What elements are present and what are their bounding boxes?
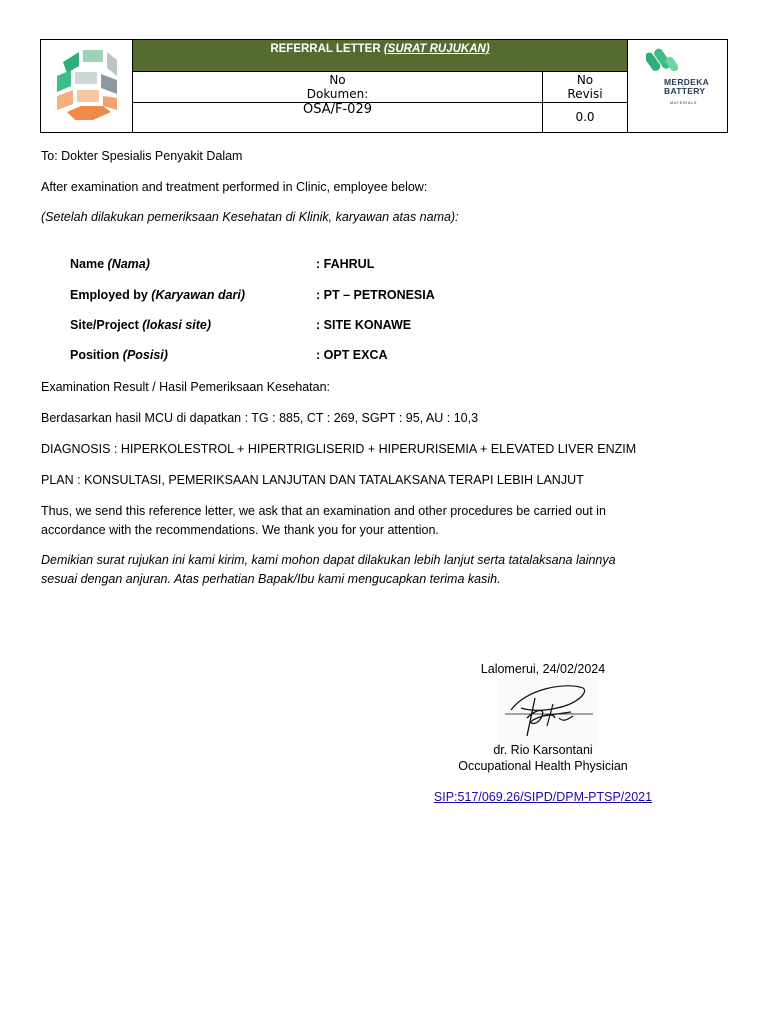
handwritten-signature bbox=[497, 678, 597, 750]
merdeka-battery-logo bbox=[627, 40, 727, 132]
plan: PLAN : KONSULTASI, PEMERIKSAAN LANJUTAN DAN TATALAKSANA TERAPI LEBIH LANJUT bbox=[41, 473, 584, 487]
field-label-site: Site/Project (lokasi site) bbox=[70, 318, 212, 332]
intro-indonesian: (Setelah dilakukan pemeriksaan Kesehatan di Klinik, karyawan atas nama): bbox=[41, 210, 459, 224]
document-header bbox=[40, 39, 728, 133]
closing-indonesian-1: Demikian surat rujukan ini kami kirim, kami mohon dapat dilakukan lebih lanjut serta tatalaksana lainnya bbox=[41, 553, 616, 567]
company-logo-left bbox=[41, 40, 133, 132]
doc-number-label bbox=[133, 72, 543, 103]
doc-number-label-text: No Dokumen: bbox=[306, 73, 369, 101]
recipient-line: To: Dokter Spesialis Penyakit Dalam bbox=[41, 149, 243, 163]
revision-value: 0.0 bbox=[575, 110, 595, 124]
field-value-site: : SITE KONAWE bbox=[316, 318, 412, 332]
diagnosis: DIAGNOSIS : HIPERKOLESTROL + HIPERTRIGLISERID + HIPERURISEMIA + ELEVATED LIVER ENZIM bbox=[41, 442, 637, 456]
intro-english: After examination and treatment performed in Clinic, employee below: bbox=[41, 180, 428, 194]
mcu-results: Berdasarkan hasil MCU di dapatkan : TG : 885, CT : 269, SGPT : 95, AU : 10,3 bbox=[41, 411, 479, 425]
physician-name: dr. Rio Karsontani bbox=[493, 743, 593, 757]
field-value-name: : FAHRUL bbox=[316, 257, 375, 271]
license-link[interactable] bbox=[423, 790, 663, 804]
field-label-position: Position (Posisi) bbox=[70, 348, 168, 362]
license-link-text[interactable]: SIP:517/069.26/SIPD/DPM-PTSP/2021 bbox=[433, 790, 653, 804]
title-main: REFERRAL LETTER bbox=[270, 43, 384, 55]
battery-leaf-icon bbox=[646, 46, 682, 78]
hexagon-logo-icon bbox=[41, 40, 133, 132]
title-italic: (SURAT RUJUKAN) bbox=[383, 43, 490, 55]
merdeka-battery-sub: MATERIALS bbox=[670, 100, 697, 105]
closing-english-1: Thus, we send this reference letter, we ask that an examination and other procedures be carried out in bbox=[41, 504, 606, 518]
closing-indonesian-2: sesuai dengan anjuran. Atas perhatian Bapak/Ibu kami mengucapkan terima kasih. bbox=[41, 572, 501, 586]
doc-number-value: OSA/F-029 bbox=[133, 103, 543, 132]
field-value-position: : OPT EXCA bbox=[316, 348, 388, 362]
physician-title: Occupational Health Physician bbox=[458, 759, 628, 773]
document-title bbox=[133, 40, 627, 72]
revision-label bbox=[543, 72, 627, 103]
merdeka-battery-brand: MERDEKA BATTERY bbox=[664, 77, 709, 96]
exam-heading: Examination Result / Hasil Pemeriksaan Kesehatan: bbox=[41, 380, 331, 394]
field-label-employer: Employed by (Karyawan dari) bbox=[70, 288, 246, 302]
field-label-name: Name (Nama) bbox=[70, 257, 150, 271]
place-date: Lalomerui, 24/02/2024 bbox=[480, 662, 606, 676]
field-value-employer: : PT – PETRONESIA bbox=[316, 288, 435, 302]
closing-english-2: accordance with the recommendations. We thank you for your attention. bbox=[41, 523, 439, 537]
revision-label-text: No Revisi bbox=[567, 73, 603, 101]
